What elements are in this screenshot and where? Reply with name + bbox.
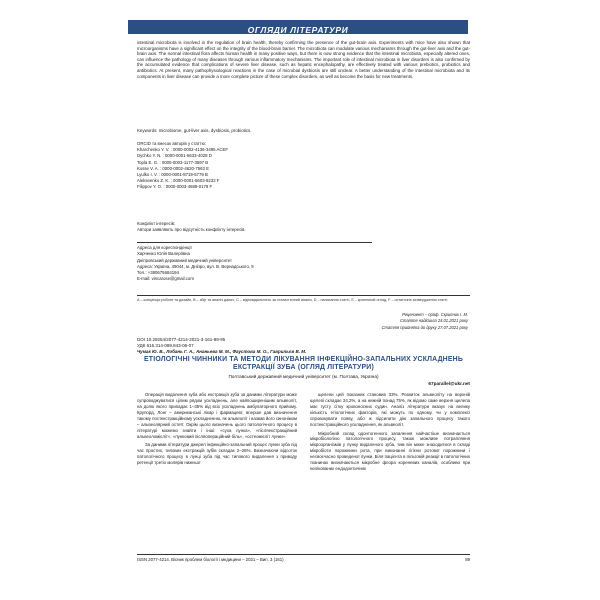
- footer-divider: [137, 554, 470, 555]
- conflict-text: Автори заявляють про відсутність конфлікту інтересів.: [137, 227, 246, 233]
- page-number: 89: [465, 557, 470, 562]
- correspondence-line: Тел.: +380675684194: [137, 270, 179, 276]
- page-footer: [137, 557, 470, 563]
- orcid-author: Dychko Y. N. : 0000-0001-6633-4028 D: [137, 153, 212, 159]
- reviewer: Рецензент – проф. Скрипник І. М.: [402, 312, 468, 317]
- conflict-heading: Конфлікт інтересів:: [137, 221, 176, 226]
- orcid-author: Filippov Y. O. : 0000-0003-4689-0179 F: [137, 184, 213, 190]
- article-meta: [137, 337, 470, 355]
- body-paragraph: Мікробний склад одонтогенного запалення найчастіше визначається мікробіологією патологічного процесу, також можливе потрапляння мікроорганізмів у лунку видаленого зуба, тим він може знаходитися в складі мікробіоти порожнини рота, при виконанні гігієни ротової порожнини і несвоєчасно проведеної лунки. Біля пацієнта в пільговій реакції в патологічних тканинах визначаються мікробне флора кореневих каналів, особливо при нелікованих ендодонтичних: [310, 430, 470, 472]
- orcid-author: Lyulko I. V. : 0000-0001-8719-5779 B: [137, 172, 208, 178]
- correspondence-line: Адреса: Україна, 49044, м. Дніпро, вул. В. Вернадського, 9: [137, 263, 254, 269]
- orcid-block: [137, 141, 337, 191]
- orcid-heading: ORCID та внесок авторів у статтю:: [137, 141, 207, 146]
- body-paragraph: щелепи цей показник становив 33%. Розвиток альвеоліту на верхній щелепі складає 24,2%, а на нижній понад 75%, як відомо саме верхня щелепа має густу сітку кровоносних судин. Аналіз літератури вказує на велику кількість етіологічних факторів, які можуть по одному, чи у комплексі спровокувати появу, або ж підсилити дію запального процесу такого постекстракційного ускладнення, як альвеоліт.: [310, 392, 470, 427]
- correspondence-heading: Адреса для кореспонденції: [137, 245, 192, 250]
- correspondence-block: [137, 245, 357, 283]
- correspondence-line: Харченко Юлія Валеріївна: [137, 251, 190, 257]
- body-column-right: [310, 392, 470, 475]
- orcid-author: Alekseenko Z. K. : 0000-0001-5603-8232 F: [137, 178, 220, 184]
- doi-link[interactable]: DOI 10.29254/2077-4214-2021-3-161-89-95: [137, 337, 226, 342]
- journal-citation: ISSN 2077-4214. Вісник проблем біології і медицини – 2021 – Вип. 3 (161): [137, 557, 284, 562]
- affiliation: Полтавський державний медичний університет (м. Полтава, Україна): [228, 374, 379, 379]
- section-title: ОГЛЯДИ ЛІТЕРАТУРИ: [247, 25, 349, 35]
- body-paragraph: Операція видалення зуба або екстракція зуба за даними літератури може супроводжуватися цілим рядом ускладнень, але найпоширенішим альвеоліт, на долю якого припадає 1–35% від всіх ускладнень амбулаторного прийому. Крупорд, Лонг – американські лікар і фармацевт, вперше дав визначення такому постекстракційному ускладненню, як альвеоліт і назвав його синонімом – альвеолярний остеїт. Окрім цього визначень цього патологічного процесу в літературі можемо знайти і інші: «суха лунка», «післяекстракційний альвеоломієліт», «лунковий післяопераційний біль», «остеомієліт лунки».: [137, 392, 297, 439]
- orcid-author: Kharchenko Y. V. : 0000-0002-4136-3495 ACEF: [137, 147, 228, 153]
- keywords: Keywords: microbiome, gut-liver axis, dysbiosis, probiotics.: [137, 128, 252, 133]
- article-authors: Чумак Ю. В., Лобань Г. А., Ананьева М. М., Фаустова М. О., Гаврильєв В. М.: [137, 349, 307, 355]
- divider: [137, 295, 470, 296]
- review-info: [290, 312, 468, 331]
- author-email[interactable]: 67parallel@ukr.net: [428, 381, 470, 386]
- udc-code: УДК 616.314-089.843-06-07: [137, 343, 194, 349]
- conflict-block: [137, 221, 397, 234]
- contribution-legend: А – концепція роботи та дизайн, В – збір та аналіз даних, С – відповідальність за статистичний аналіз, D – написання статті, E – критичний огляд, F – остаточне затвердження статті.: [137, 298, 449, 302]
- accepted-date: Стаття прийнята до друку 27.07.2021 року: [381, 324, 468, 330]
- received-date: Стаття надійшла 24.01.2021 року: [400, 318, 468, 324]
- divider: [137, 242, 372, 243]
- body-column-left: [137, 392, 297, 469]
- article-title: ЕТІОЛОГІЧНІ ЧИННИКИ ТА МЕТОДИ ЛІКУВАННЯ ІНФЕКЦІЙНО-ЗАПАЛЬНИХ УСКЛАДНЕНЬ ЕКСТРАКЦІЇ ЗУБА (ОГЛЯД ЛІТЕРАТУРИ): [144, 356, 463, 372]
- section-header: [128, 20, 468, 34]
- abstract-text: intestinal microbiota is involved in the regulation of brain health, thereby confirming the presence of the gut-brain axis. Experiments with mice have also shown that microorganisms have a significant effect on the integrity of the blood-brain barrier. The microbiota can modulate various mechanisms through the gut-liver axis and the gut-brain axis. The normal intestinal flora affects human health in many positive ways, but there is now strong evidence that the intestinal microbiota, especially altered ones, can influence the pathology of many diseases through various inflammatory mechanisms. The important role of intestinal microbiota in liver disorders is also confirmed by the accumulated evidence that complications of severe liver disease, such as hepatic encephalopathy, are effectively treated with various prebiotics, probiotics and antibiotics. At present, many pathophysiological reactions in the case of microbial dysbiosis are still unclear. A better understanding of the intestinal microbiota and its components in liver disease can provide a more complete picture of these complex disorders, as well as become the basis for new treatments.: [137, 40, 470, 79]
- correspondence-link[interactable]: E-mail: vincarose@gmail.com: [137, 276, 194, 282]
- orcid-author: Topla E. G. : 0000-0003-1177-3597 B: [137, 159, 209, 165]
- orcid-author: Kosse V. A. : 0000-0002-4620-7563 E: [137, 165, 209, 171]
- correspondence-line: Дніпровський державний медичний університет: [137, 257, 232, 263]
- body-paragraph: За даними літератури джерел інфекційно-запальний процес лунки зуба під час простих, типових екстракцій зубів складає 2–28%. Визначаючи відсоток патологічного процесу в лунці зуба під час типового видалення з приводу ретенції третіх молярів нижньої: [137, 442, 297, 466]
